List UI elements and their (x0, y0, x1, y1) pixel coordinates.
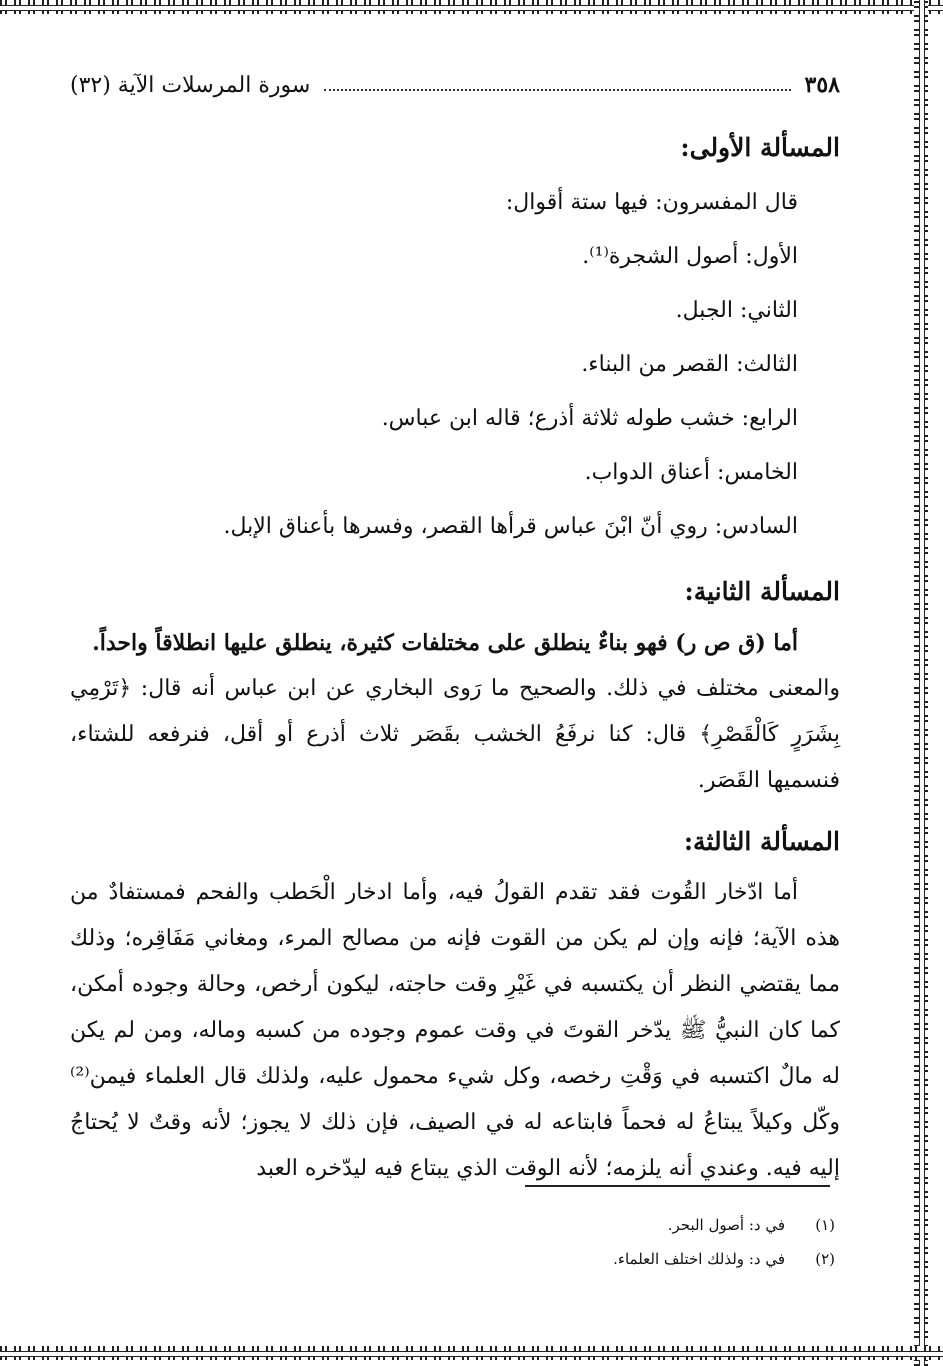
page-number: ٣٥٨ (804, 72, 840, 98)
footnote-number: (٢) (815, 1250, 835, 1268)
footnote-number: (١) (815, 1216, 835, 1234)
text-line: الرابع: خشب طوله ثلاثة أذرع؛ قاله ابن عباس. (381, 406, 798, 431)
text-line: الخامس: أعناق الدواب. (584, 460, 798, 485)
footnote-item (400, 1242, 835, 1276)
running-header (70, 60, 840, 110)
page-body (70, 60, 840, 1192)
section-heading-first: المسألة الأولى: (680, 133, 840, 162)
footnote-item (400, 1208, 835, 1242)
running-title: سورة المرسلات الآية (٣٢) (70, 72, 311, 98)
text-line: الأول: أصول الشجرة⁽¹⁾. (582, 244, 798, 269)
section-heading-second: المسألة الثانية: (684, 577, 840, 606)
text-line: قال المفسرون: فيها ستة أقوال: (505, 190, 798, 215)
footnotes (400, 1208, 835, 1276)
text-line: الثاني: الجبل. (675, 298, 798, 323)
text-line: السادس: روي أنّ ابْنَ عباس قرأها القصر، وفسرها بأعناق الإبل. (223, 514, 798, 539)
ornamental-border-top (0, 0, 943, 14)
footnote-separator (525, 1185, 830, 1187)
text-line: الثالث: القصر من البناء. (581, 352, 798, 377)
paragraph: أما ادّخار القُوت فقد تقدم القولُ فيه، وأما ادخار الْحَطب والفحم فمستفادٌ من هذه الآية؛ فإنه وإن لم يكن من القوت فإنه من مصالح المرء، ومغاني مَفَاقِره؛ وذلك مما يقتضي النظر أن يكتسبه في غَيْرِ وقت حاجته، ليكون أرخص، وحالة وجوده أمكن، كما كان النبيُّ ﷺ يدّخر القوتَ في وقت عموم وجوده من كسبه وماله، ومن لم يكن له مالٌ اكتسبه في وَقْتِ رخصه، وكل شيء محمول عليه، ولذلك قال العلماء فيمن⁽²⁾ وكّل وكيلاً يبتاعُ له فحماً فابتاعه له في الصيف، فإن ذلك لا يجوز؛ لأنه وقتٌ لا يُحتاجُ إليه فيه. وعندي أنه يلزمه؛ لأنه الوقت الذي يبتاع فيه ليدّخره العبد (70, 880, 840, 1181)
footnote-text: في د: ولذلك اختلف العلماء. (613, 1250, 785, 1268)
header-leader-dots (324, 79, 790, 91)
paragraph: والمعنى مختلف في ذلك. والصحيح ما رَوى البخاري عن ابن عباس أنه قال: ﴿تَرْمِي بِشَرَرٍ كَالْقَصْرِ﴾ قال: كنا نرفَعُ الخشب بقَصَر ثلاث أذرع أو أقل، فنرفعه للشتاء، فنسميها القَصَر. (70, 676, 840, 793)
footnote-text: في د: أصول البحر. (667, 1216, 785, 1234)
paragraph-bold: أما (ق ص ر) فهو بناءٌ ينطلق على مختلفات كثيرة، ينطلق عليها انطلاقاً واحداً. (92, 630, 798, 656)
ornamental-border-right (914, 0, 928, 1366)
ornamental-border-bottom (0, 1346, 943, 1360)
section-heading-third: المسألة الثالثة: (683, 827, 840, 856)
